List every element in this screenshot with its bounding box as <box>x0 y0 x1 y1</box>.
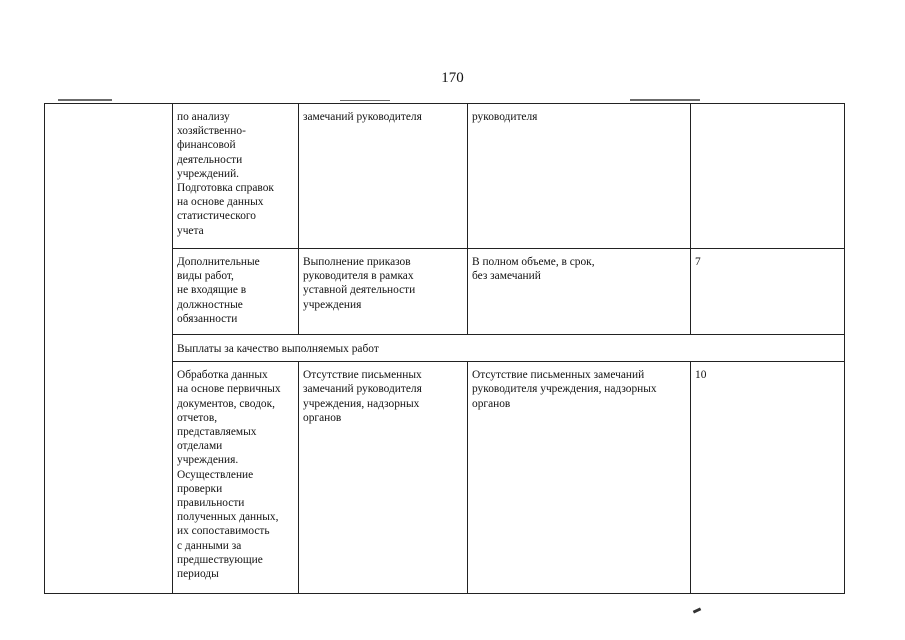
table-cell <box>691 249 845 335</box>
table-cell <box>691 104 845 249</box>
cell-text: Отсутствие письменных замечаний руководителя учреждения, надзорных органов <box>303 369 422 424</box>
table-cell <box>468 104 691 249</box>
criteria-table <box>44 103 845 594</box>
scan-artifact-line <box>340 100 390 101</box>
table-row <box>45 104 845 249</box>
table-cell <box>299 249 468 335</box>
page-number: 170 <box>441 70 464 86</box>
table-cell <box>691 362 845 594</box>
cell-text: Дополнительные виды работ, не входящие в должностные обязанности <box>177 256 260 325</box>
table-cell <box>173 362 299 594</box>
cell-text: руководителя <box>472 111 538 123</box>
cell-text: 7 <box>695 256 701 268</box>
cell-text: Отсутствие письменных замечаний руководителя учреждения, надзорных органов <box>472 369 657 410</box>
cell-text: Обработка данных на основе первичных документов, сводок, отчетов, представляемых отделами учреждения. Осуществление проверки правильности полученных данных, их сопоставимость с данными за предшествующие периоды <box>177 369 281 581</box>
table-cell <box>173 249 299 335</box>
table-cell <box>468 362 691 594</box>
scan-artifact-line <box>630 99 700 101</box>
section-heading: Выплаты за качество выполняемых работ <box>173 335 845 362</box>
cell-text: по анализу хозяйственно- финансовой деятельности учреждений. Подготовка справок на основе данных статистического учета <box>177 111 274 237</box>
cell-text: Выполнение приказов руководителя в рамках уставной деятельности учреждения <box>303 256 416 311</box>
cell-text: 10 <box>695 369 707 382</box>
table-cell-empty <box>45 104 173 594</box>
table-cell <box>173 104 299 249</box>
cell-text: В полном объеме, в срок, без замечаний <box>472 256 595 283</box>
cell-text: замечаний руководителя <box>303 111 422 123</box>
table-cell <box>299 362 468 594</box>
scan-artifact-line <box>58 99 112 101</box>
table-cell <box>468 249 691 335</box>
table-cell <box>299 104 468 249</box>
scan-artifact-mark <box>693 607 702 613</box>
